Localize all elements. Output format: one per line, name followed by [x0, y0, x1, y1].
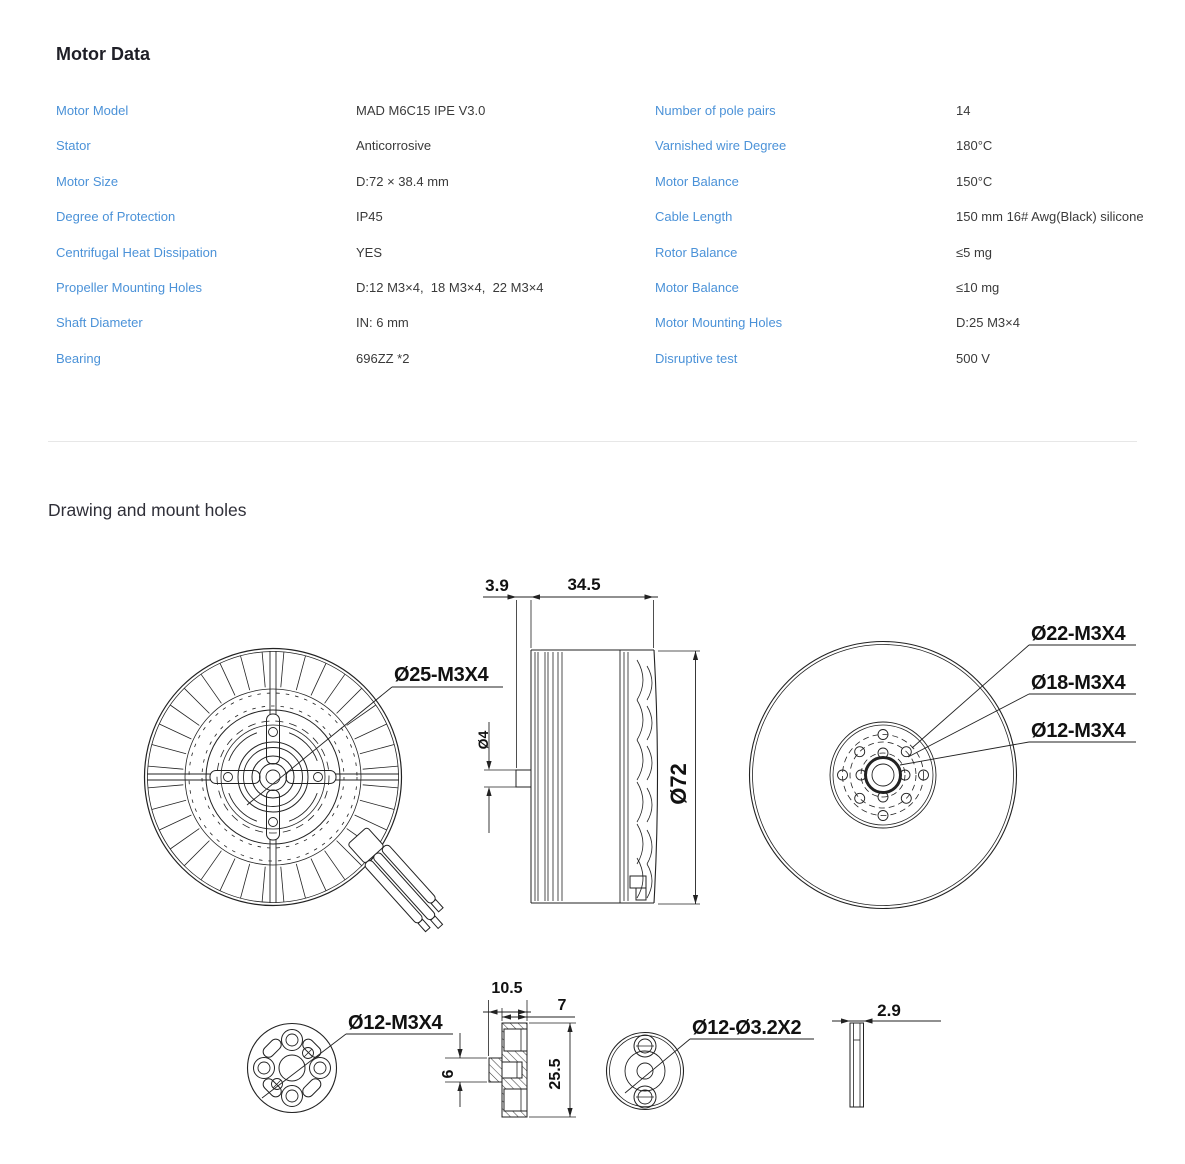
spec-label: Centrifugal Heat Dissipation [56, 244, 218, 260]
flange-mount-hole-label: Ø12-M3X4 [348, 1012, 443, 1034]
spec-label: Disruptive test [655, 350, 738, 366]
back-mount-label-12: Ø12-M3X4 [1031, 720, 1126, 742]
spec-label: Cable Length [655, 209, 733, 225]
spec-value: 150 mm 16# Awg(Black) silicone [956, 209, 1144, 225]
outer-diameter-dim: Ø72 [666, 763, 691, 805]
spec-value: YES [356, 244, 383, 260]
spec-value: ≤10 mg [956, 279, 1000, 295]
spec-label: Propeller Mounting Holes [56, 279, 202, 295]
spec-label: Motor Model [56, 103, 129, 118]
flange-boss-dim: 7 [557, 997, 567, 1014]
cap-width-dim: 3.9 [485, 576, 509, 595]
shaft-diameter-dim: Ø4 [475, 730, 491, 750]
spec-value: Anticorrosive [356, 138, 432, 154]
spacer-bar-drawing [832, 1018, 941, 1107]
back-mount-label-22: Ø22-M3X4 [1031, 623, 1126, 645]
spec-label: Shaft Diameter [56, 315, 143, 331]
spec-value: 500 V [956, 350, 990, 366]
flange-width-dim: 10.5 [491, 980, 523, 997]
page-title: Motor Data [56, 44, 150, 64]
spec-value: 180°C [956, 138, 993, 154]
spec-label: Varnished wire Degree [655, 138, 787, 154]
flange-view-drawing [248, 1024, 454, 1113]
body-width-dim: 34.5 [567, 575, 601, 594]
adapter-thickness-dim: 2.9 [877, 1001, 901, 1020]
spec-label: Rotor Balance [655, 244, 738, 260]
spec-label: Motor Balance [655, 173, 739, 189]
spec-label: Stator [56, 138, 91, 154]
spec-value: 14 [956, 103, 971, 118]
spec-value: ≤5 mg [956, 244, 993, 260]
adapter-mount-hole-label: Ø12-Ø3.2X2 [692, 1017, 802, 1039]
spec-value: D:25 M3×4 [956, 315, 1020, 331]
spec-label: Motor Mounting Holes [655, 315, 783, 331]
adapter-view-drawing [607, 1033, 815, 1110]
spec-label: Motor Balance [655, 279, 739, 295]
spec-value: IP45 [356, 209, 383, 225]
side-view-drawing [483, 594, 700, 904]
flange-height-dim: 25.5 [547, 1058, 564, 1090]
spec-value: 696ZZ *2 [356, 350, 410, 366]
back-mount-label-18: Ø18-M3X4 [1031, 672, 1126, 694]
spec-value: D:72 × 38.4 mm [356, 173, 449, 189]
front-view-drawing [145, 649, 504, 938]
spec-label: Degree of Protection [56, 209, 176, 225]
drawing-section-title: Drawing and mount holes [48, 500, 247, 520]
spec-value: MAD M6C15 IPE V3.0 [356, 103, 486, 118]
spec-label: Number of pole pairs [655, 103, 776, 118]
flange-hub-dim: 6 [440, 1069, 457, 1079]
spec-value: D:12 M3×4, 18 M3×4, 22 M3×4 [356, 279, 544, 295]
spec-label: Bearing [56, 350, 101, 366]
spec-value: IN: 6 mm [356, 315, 409, 331]
spec-label: Motor Size [56, 173, 119, 189]
front-mount-hole-label: Ø25-M3X4 [394, 664, 489, 686]
spec-value: 150°C [956, 173, 993, 189]
